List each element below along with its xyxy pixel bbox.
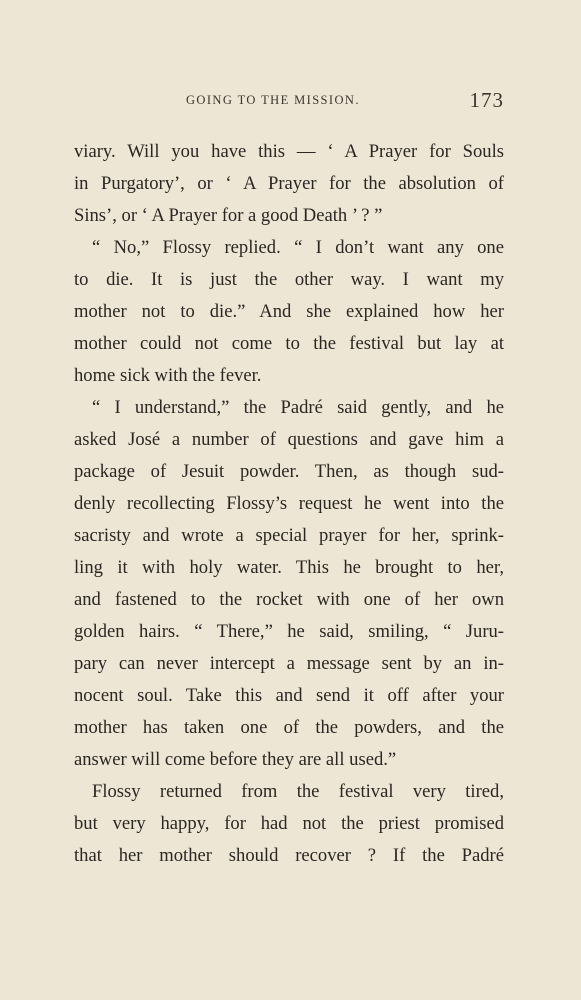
text-line: nocent soul. Take this and send it off after your [74, 685, 504, 706]
page-header [74, 88, 504, 112]
text-line: answer will come before they are all used.” [74, 749, 397, 770]
text-line: but very happy, for had not the priest promised [74, 813, 504, 834]
text-line: pary can never intercept a message sent by an in- [74, 653, 504, 674]
text-line: ling it with holy water. This he brought to her, [74, 557, 504, 578]
text-line: in Purgatory’, or ‘ A Prayer for the absolution of [74, 173, 504, 194]
text-line: denly recollecting Flossy’s request he went into the [74, 493, 504, 514]
text-line: asked José a number of questions and gave him a [74, 429, 504, 450]
text-line: “ No,” Flossy replied. “ I don’t want any one [92, 237, 504, 258]
text-line: package of Jesuit powder. Then, as though sud- [74, 461, 504, 482]
text-line: home sick with the fever. [74, 365, 262, 386]
text-line: mother not to die.” And she explained how her [74, 301, 504, 322]
text-line: sacristy and wrote a special prayer for her, sprink- [74, 525, 504, 546]
text-line: mother has taken one of the powders, and the [74, 717, 504, 738]
running-head: GOING TO THE MISSION. [186, 93, 360, 107]
text-line: viary. Will you have this — ‘ A Prayer for Souls [74, 141, 504, 162]
text-line: Sins’, or ‘ A Prayer for a good Death ’ ? ” [74, 205, 383, 226]
text-line: Flossy returned from the festival very tired, [92, 781, 504, 802]
text-line: mother could not come to the festival but lay at [74, 333, 504, 354]
text-line: to die. It is just the other way. I want my [74, 269, 504, 290]
text-line: that her mother should recover ? If the Padré [74, 845, 504, 866]
text-line: “ I understand,” the Padré said gently, and he [92, 397, 504, 418]
text-line: and fastened to the rocket with one of her own [74, 589, 504, 610]
body-text [74, 136, 504, 872]
text-line: golden hairs. “ There,” he said, smiling, “ Juru- [74, 621, 504, 642]
page-number: 173 [469, 88, 504, 112]
